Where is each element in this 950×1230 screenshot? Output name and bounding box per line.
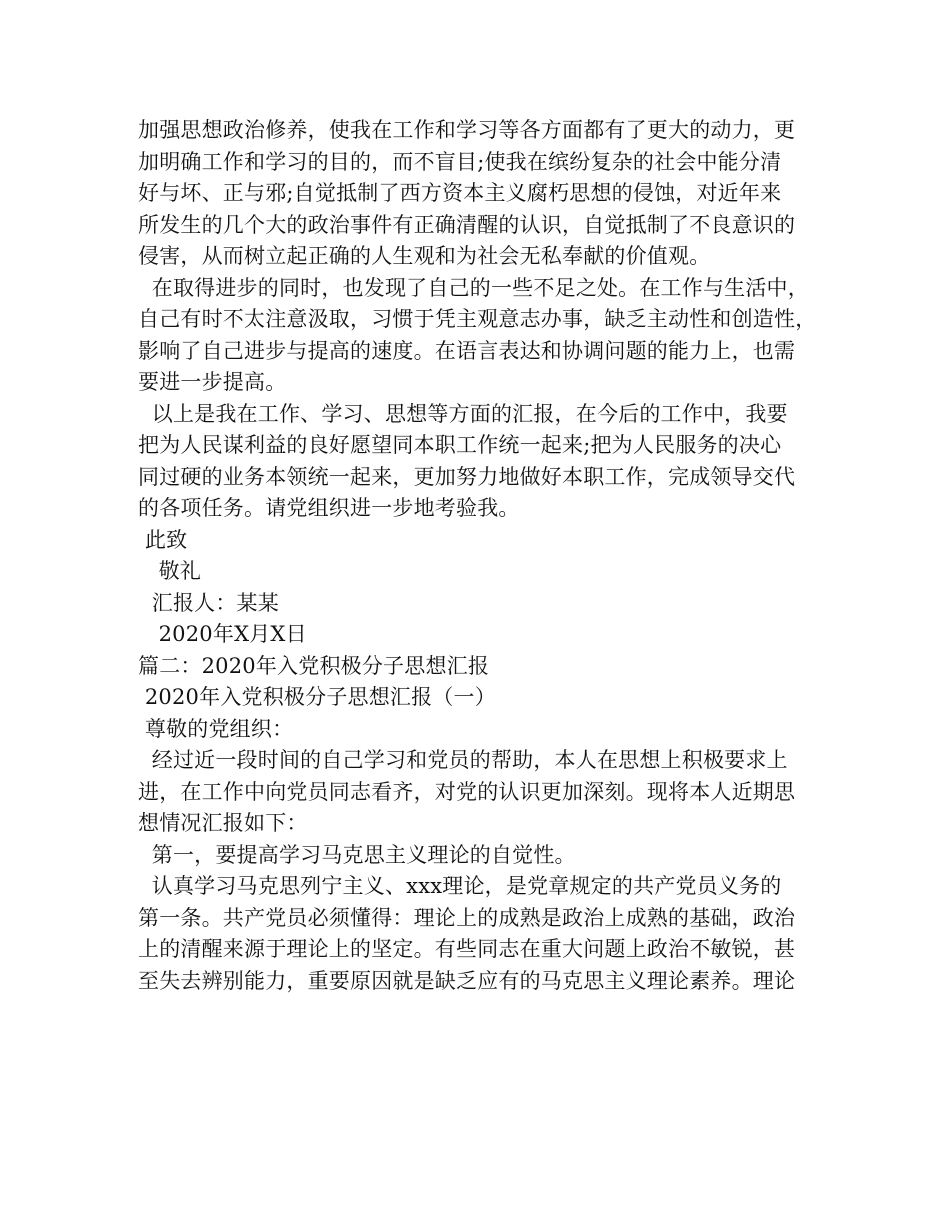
section-heading: 篇二：2020年入党积极分子思想汇报 <box>138 653 490 678</box>
text-line: 的各项任务。请党组织进一步地考验我。 <box>138 496 520 520</box>
text-line: 认真学习马克思列宁主义、xxx理论，是党章规定的共产党员义务的 <box>138 874 782 898</box>
text-line: 好与坏、正与邪;自觉抵制了西方资本主义腐朽思想的侵蚀，对近年来 <box>138 181 782 205</box>
text-line: 要进一步提高。 <box>138 370 287 394</box>
signature-name: 汇报人：某某 <box>138 590 279 615</box>
text-line: 在取得进步的同时，也发现了自己的一些不足之处。在工作与生活中， <box>138 275 809 300</box>
text-line: 想情况汇报如下： <box>138 811 308 835</box>
text-line: 所发生的几个大的政治事件有正确清醒的认识，自觉抵制了不良意识的 <box>138 212 796 237</box>
text-line: 至失去辨别能力，重要原因就是缺乏应有的马克思主义理论素养。理论 <box>138 968 796 993</box>
text-line: 自己有时不太注意汲取，习惯于凭主观意志办事，缺乏主动性和创造性， <box>138 307 817 331</box>
salutation: 尊敬的党组织： <box>138 716 294 741</box>
point-heading: 第一，要提高学习马克思主义理论的自觉性。 <box>138 842 576 867</box>
section-subheading: 2020年入党积极分子思想汇报（一） <box>138 685 496 709</box>
text-line: 影响了自己进步与提高的速度。在语言表达和协调问题的能力上，也需 <box>138 338 796 363</box>
text-line: 加明确工作和学习的目的，而不盲目;使我在缤纷复杂的社会中能分清 <box>138 149 782 174</box>
text-line: 加强思想政治修养，使我在工作和学习等各方面都有了更大的动力，更 <box>138 118 796 142</box>
text-line: 侵害，从而树立起正确的人生观和为社会无私奉献的价值观。 <box>138 244 711 268</box>
text-line: 把为人民谋利益的良好愿望同本职工作统一起来;把为人民服务的决心 <box>138 433 782 457</box>
text-line: 经过近一段时间的自己学习和党员的帮助，本人在思想上积极要求上 <box>138 748 788 772</box>
text-line: 进，在工作中向党员同志看齐，对党的认识更加深刻。现将本人近期思 <box>138 779 796 804</box>
document-body <box>138 115 828 997</box>
signature-date: 2020年X月X日 <box>138 622 307 646</box>
text-line: 同过硬的业务本领统一起来，更加努力地做好本职工作，完成领导交代 <box>138 464 796 489</box>
text-line: 第一条。共产党员必须懂得：理论上的成熟是政治上成熟的基础，政治 <box>138 905 796 930</box>
closing-regards: 敬礼 <box>138 559 202 583</box>
closing-salutation: 此致 <box>138 527 188 552</box>
text-line: 以上是我在工作、学习、思想等方面的汇报，在今后的工作中，我要 <box>138 401 788 426</box>
text-line: 上的清醒来源于理论上的坚定。有些同志在重大问题上政治不敏锐，甚 <box>138 937 796 961</box>
